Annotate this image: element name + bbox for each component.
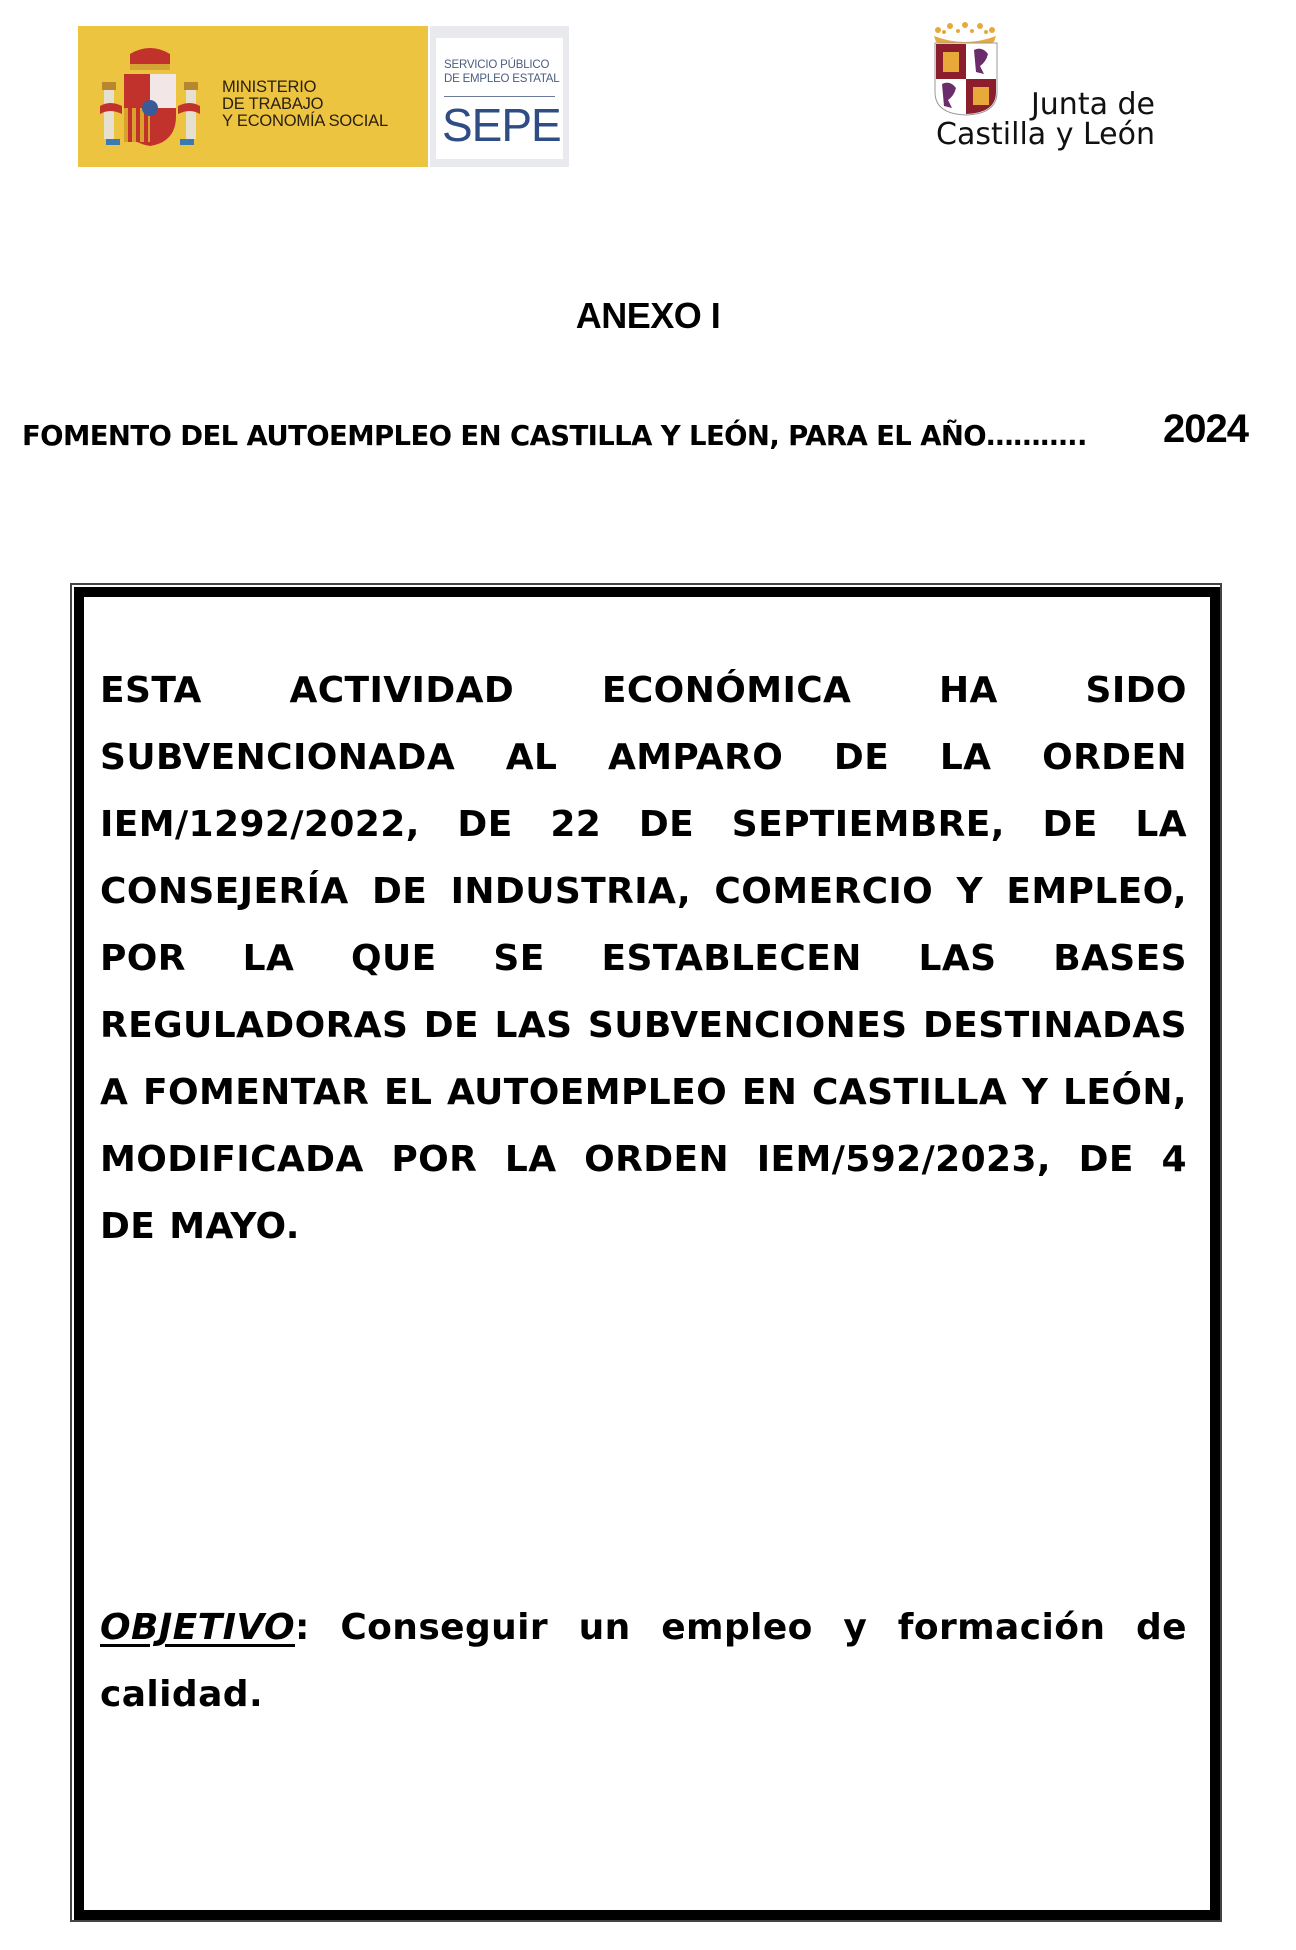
word: DE (423, 1005, 480, 1046)
word: INDUSTRIA, (450, 871, 692, 912)
word: REGULADORAS (100, 1005, 409, 1046)
word: COMERCIO (714, 871, 934, 912)
word: LA (242, 938, 295, 979)
statement-line (100, 858, 1187, 925)
ministry-line-3: Y ECONOMÍA SOCIAL (222, 112, 388, 130)
word: AUTOEMPLEO (447, 1072, 728, 1113)
word: EL (383, 1072, 433, 1113)
subtitle-text: FOMENTO DEL AUTOEMPLEO EN CASTILLA Y LEÓN, PARA EL AÑO (22, 420, 987, 452)
word: un (578, 1607, 631, 1648)
sepe-divider (444, 96, 555, 97)
word: DESTINADAS (922, 1005, 1187, 1046)
ministry-name (222, 79, 388, 130)
sepe-line-2: DE EMPLEO ESTATAL (444, 73, 560, 85)
word: SUBVENCIONADA (100, 737, 456, 778)
ministry-line-2: DE TRABAJO (222, 95, 324, 113)
objective-statement (100, 1594, 1187, 1728)
word: de (1135, 1607, 1187, 1648)
word: y (843, 1607, 868, 1648)
spain-coat-of-arms-icon (100, 44, 200, 154)
statement-line (100, 992, 1187, 1059)
document-subtitle (22, 420, 1087, 452)
statement-line (100, 1059, 1187, 1126)
statement-line (100, 657, 1187, 724)
word: EMPLEO, (1006, 871, 1187, 912)
word: ORDEN (584, 1139, 730, 1180)
word: BASES (1053, 938, 1187, 979)
statement-line (100, 1126, 1187, 1193)
word: FOMENTAR (142, 1072, 370, 1113)
word: ORDEN (1042, 737, 1187, 778)
sepe-acronym: SEPE (442, 99, 561, 151)
word: DE (371, 871, 428, 912)
word: LA (1135, 804, 1187, 845)
page-title: ANEXO I (575, 295, 721, 336)
word: LA (504, 1139, 557, 1180)
junta-line-1: Junta de (1030, 87, 1155, 122)
word: SIDO (1085, 670, 1187, 711)
word: ESTA (100, 670, 202, 711)
sepe-line-1: SERVICIO PÚBLICO (444, 59, 550, 71)
subsidy-statement (100, 657, 1187, 1260)
word: LA (939, 737, 992, 778)
subtitle-dots: ……….. (986, 420, 1087, 452)
word: DE (1042, 804, 1098, 845)
word: Conseguir (340, 1607, 549, 1648)
word: DE (457, 804, 513, 845)
word: IEM/1292/2022, (100, 804, 420, 845)
word: AL (505, 737, 558, 778)
word: MAYO. (169, 1206, 300, 1247)
year-field: 2024 (1163, 407, 1248, 451)
word: SUBVENCIONES (587, 1005, 908, 1046)
word: EN (741, 1072, 798, 1113)
statement-line (100, 1193, 1187, 1260)
statement-line (100, 791, 1187, 858)
word: LAS (494, 1005, 573, 1046)
word: calidad. (100, 1674, 264, 1715)
sepe-logo (430, 26, 569, 167)
word: Y (1021, 1072, 1049, 1113)
objective-label: OBJETIVO (100, 1607, 296, 1648)
word: 22 (550, 804, 602, 845)
junta-castilla-leon-logo (910, 22, 1160, 162)
word: empleo (661, 1607, 813, 1648)
word: DE (100, 1206, 156, 1247)
objective-line-2 (100, 1661, 1187, 1728)
junta-name (910, 87, 1155, 152)
word: LAS (918, 938, 997, 979)
ministry-logo (78, 26, 428, 167)
objective-colon: : (295, 1607, 310, 1648)
objective-line-1 (100, 1594, 1187, 1661)
word: LEÓN, (1063, 1072, 1187, 1113)
word: formación (897, 1607, 1106, 1648)
word: AMPARO (607, 737, 784, 778)
word: POR (100, 938, 186, 979)
ministry-line-1: MINISTERIO (222, 78, 317, 96)
statement-line (100, 724, 1187, 791)
word: IEM/592/2023, (756, 1139, 1052, 1180)
word: QUE (351, 938, 437, 979)
word: SE (493, 938, 545, 979)
word: ESTABLECEN (601, 938, 862, 979)
word: DE (638, 804, 695, 845)
junta-line-2: Castilla y León (936, 117, 1155, 152)
sepe-full-name (444, 58, 559, 86)
word: HA (939, 670, 998, 711)
word: DE (833, 737, 890, 778)
word: CASTILLA (812, 1072, 1008, 1113)
word: POR (391, 1139, 478, 1180)
word: 4 (1161, 1139, 1187, 1180)
word: SEPTIEMBRE, (731, 804, 1005, 845)
word: A (100, 1072, 129, 1113)
word: ECONÓMICA (601, 670, 852, 711)
word: MODIFICADA (100, 1139, 364, 1180)
word: CONSEJERÍA (100, 871, 349, 912)
word: Y (956, 871, 983, 912)
statement-line (100, 925, 1187, 992)
word: DE (1078, 1139, 1134, 1180)
word: ACTIVIDAD (289, 670, 515, 711)
